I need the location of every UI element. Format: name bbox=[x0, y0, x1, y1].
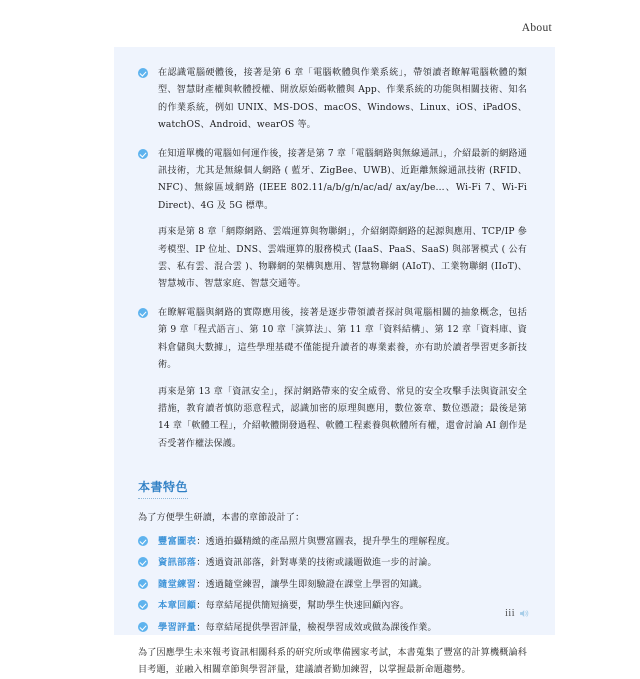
content-panel bbox=[114, 47, 555, 675]
bullet-text: 在認識電腦硬體後，接著是第 6 章「電腦軟體與作業系統」，帶領讀者瞭解電腦軟體的類型、智慧財產權與軟體授權、開放原始碼軟體與 App、作業系統的功能與相關技術、知名的作業系統，例如 UNIX、MS-DOS、macOS、Windows、Linux、iOS、iPadOS、watchOS、Android、wearOS 等。 bbox=[158, 68, 527, 131]
feature-label: 學習評量 bbox=[158, 621, 197, 633]
bullet-follow-paragraph: 再來是第 13 章「資訊安全」，探討網路帶來的安全威脅、常見的安全攻擊手法與資訊安全措施，教育讀者慎防惡意程式，認識加密的原理與應用，數位簽章、數位憑證；最後是第 14 章「軟體工程」，介紹軟體開發過程、軟體工程素養與軟體所有權，還會討論 AI 創作是否受著作權法保護。 bbox=[158, 386, 527, 449]
feature-label: 豐富圖表 bbox=[158, 535, 197, 547]
feature-separator: ： bbox=[196, 601, 206, 612]
feature-separator: ： bbox=[196, 622, 206, 633]
bullet-text: 在知道單機的電腦如何運作後，接著是第 7 章「電腦網路與無線通訊」，介紹最新的網路通訊技術，尤其是無線個人網路 ( 藍牙、ZigBee、UWB)、近距離無線通訊技術 (RFID、NFC)、無線區域網路 (IEEE 802.11/a/b/g/n/ac/ad/ ax/ay/be…、Wi-Fi 7、Wi-Fi Direct)、4G 及 5G 標準。 bbox=[158, 148, 527, 211]
list-item bbox=[138, 555, 527, 571]
sound-wave-icon bbox=[518, 608, 529, 619]
check-circle-icon bbox=[138, 149, 148, 159]
running-head: About bbox=[521, 22, 552, 34]
feature-separator: ： bbox=[196, 579, 206, 590]
features-intro: 為了方便學生研讀，本書的章節設計了： bbox=[138, 513, 305, 524]
bullet-follow-paragraph: 再來是第 8 章「網際網路、雲端運算與物聯網」，介紹網際網路的起源與應用、TCP/IP 參考模型、IP 位址、DNS、雲端運算的服務模式 (IaaS、PaaS、SaaS) 與部署模式 ( 公有雲、私有雲、混合雲 )、物聯網的架構與應用、智慧物聯網 (AIoT)、工業物聯網 (IIoT)、智慧城市、智慧家庭、智慧交通等。 bbox=[158, 227, 527, 290]
bullet-item bbox=[138, 305, 527, 453]
bullet-item bbox=[138, 146, 527, 294]
features-list bbox=[138, 534, 527, 636]
feature-description: 透過資訊部落，針對專業的技術或議題做進一步的討論。 bbox=[205, 558, 437, 569]
feature-label: 資訊部落 bbox=[158, 557, 197, 569]
list-item bbox=[138, 620, 527, 636]
page-number: iii bbox=[505, 608, 515, 619]
list-item bbox=[138, 534, 527, 550]
feature-label: 隨堂練習 bbox=[158, 578, 197, 590]
feature-label: 本章回顧 bbox=[158, 600, 197, 612]
bullet-item bbox=[138, 65, 527, 135]
features-closing-paragraph: 為了因應學生未來報考資訊相關科系的研究所或準備國家考試，本書蒐集了豐富的計算機概論科目考題，並融入相關章節與學習評量，建議讀者勤加練習，以掌握最新命題趨勢。 bbox=[138, 647, 527, 675]
feature-description: 透過拍攝精緻的產品照片與豐富圖表，提升學生的理解程度。 bbox=[205, 536, 456, 547]
list-item bbox=[138, 598, 527, 614]
check-circle-icon bbox=[138, 536, 148, 546]
bullet-text: 在瞭解電腦與網路的實際應用後，接著是逐步帶領讀者探討與電腦相關的抽象概念，包括第 9 章「程式語言」、第 10 章「演算法」、第 11 章「資料結構」、第 12 章「資料庫、資料倉儲與大數據」，這些學理基礎不僅能提升讀者的專業素養，亦有助於讀者學習更多新技術。 bbox=[158, 307, 527, 371]
check-circle-icon bbox=[138, 557, 148, 567]
section-title: 本書特色 bbox=[138, 478, 188, 499]
feature-separator: ： bbox=[196, 558, 206, 569]
feature-separator: ： bbox=[196, 536, 206, 547]
feature-description: 透過隨堂練習，讓學生即刻驗證在課堂上學習的知識。 bbox=[205, 579, 428, 590]
check-circle-icon bbox=[138, 579, 148, 589]
check-circle-icon bbox=[138, 622, 148, 632]
check-circle-icon bbox=[138, 600, 148, 610]
folio bbox=[505, 608, 529, 619]
check-circle-icon bbox=[138, 68, 148, 78]
feature-description: 每章結尾提供學習評量，檢視學習成效或做為課後作業。 bbox=[205, 622, 437, 633]
check-circle-icon bbox=[138, 308, 148, 318]
feature-description: 每章結尾提供簡短摘要，幫助學生快速回顧內容。 bbox=[205, 601, 409, 612]
features-section bbox=[138, 464, 527, 679]
list-item bbox=[138, 577, 527, 593]
